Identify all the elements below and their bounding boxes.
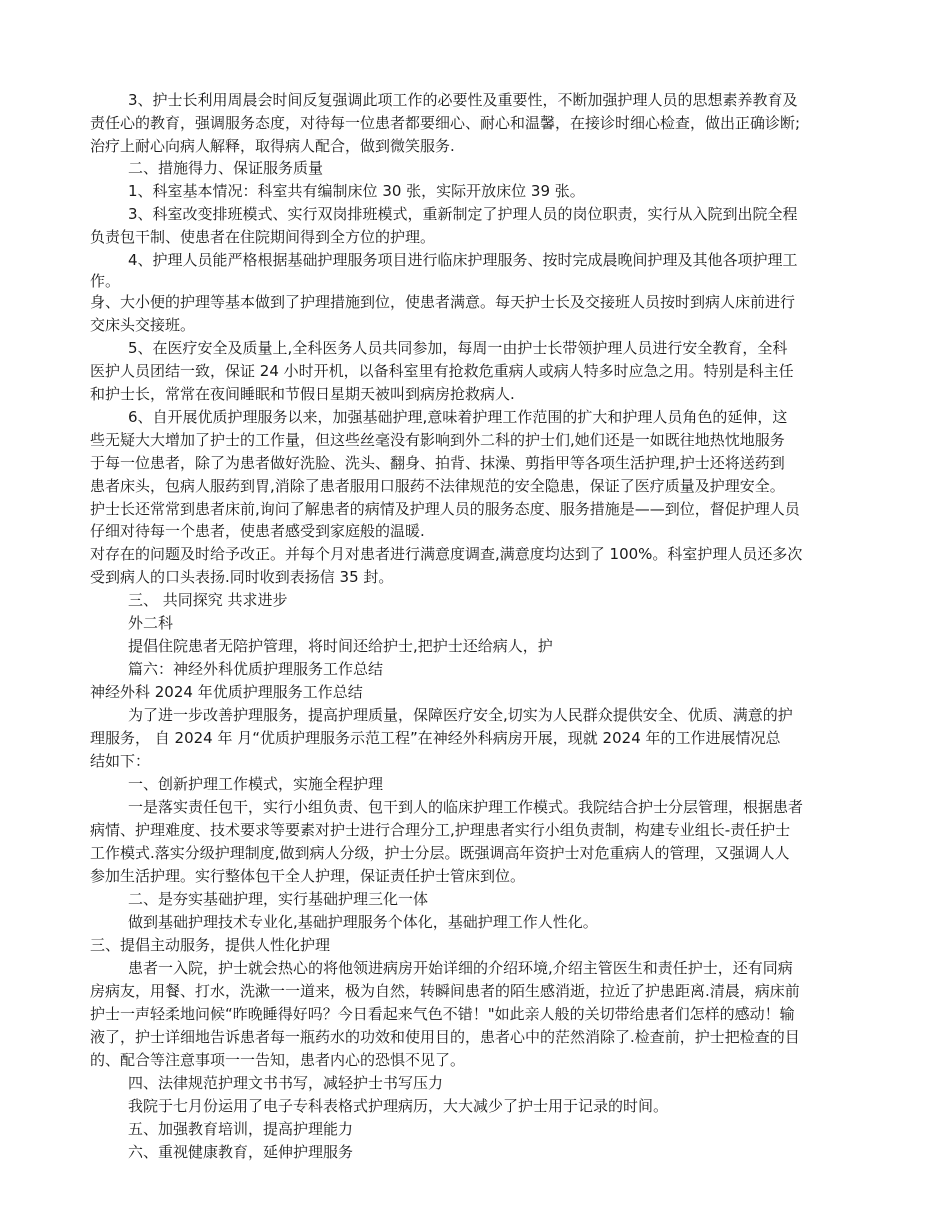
- paragraph-line: 于每一位患者，除了为患者做好洗脸、洗头、翻身、拍背、抹澡、剪指甲等各项生活护理,护士还将送药到: [90, 454, 785, 472]
- paragraph-line: 患者床头，包病人服药到胃,消除了患者服用口服药不法律规范的安全隐患，保证了医疗质量及护理安全。: [90, 477, 785, 495]
- section-heading: 五、加强教育培训，提高护理能力: [128, 1120, 354, 1138]
- section-heading: 三、提倡主动服务，提供人性化护理: [90, 936, 331, 954]
- paragraph-line: 外二科: [128, 614, 174, 632]
- section-heading: 二、是夯实基础护理，实行基础护理三化一体: [128, 890, 429, 908]
- paragraph-line: 受到病人的口头表扬.同时收到表扬信 35 封。: [90, 568, 394, 586]
- paragraph-line: 负责包干制、使患者在住院期间得到全方位的护理。: [90, 228, 436, 246]
- section-heading: 一、创新护理工作模式，实施全程护理: [128, 775, 384, 793]
- paragraph-line: 为了进一步改善护理服务，提高护理质量，保障医疗安全,切实为人民群众提供安全、优质、满意的护: [128, 706, 793, 724]
- paragraph-line: 作。: [90, 272, 121, 290]
- article-heading: 篇六：神经外科优质护理服务工作总结: [128, 660, 384, 678]
- section-heading: 四、法律规范护理文书书写，减轻护士书写压力: [128, 1074, 444, 1092]
- paragraph-line: 5、在医疗安全及质量上,全科医务人员共同参加，每周一由护士长带领护理人员进行安全教育，全科: [128, 339, 788, 357]
- paragraph-line: 护士一声轻柔地问候“昨晚睡得好吗？今日看起来气色不错！"如此亲人般的关切带给患者们怎样的感动！输: [90, 1005, 795, 1023]
- paragraph-line: 1、科室基本情况：科室共有编制床位 30 张，实际开放床位 39 张。: [128, 182, 585, 200]
- paragraph-line: 参加生活护理。实行整体包干全人护理，保证责任护士管床到位。: [90, 867, 526, 885]
- paragraph-line: 做到基础护理技术专业化,基础护理服务个体化，基础护理工作人性化。: [128, 913, 598, 931]
- paragraph-line: 液了，护士详细地告诉患者每一瓶药水的功效和使用目的，患者心中的茫然消除了.检查前，护士把检查的目: [90, 1028, 800, 1046]
- paragraph-line: 工作模式.落实分级护理制度,做到病人分级，护士分层。既强调高年资护士对危重病人的管理，又强调人人: [90, 844, 790, 862]
- paragraph-line: 6、自开展优质护理服务以来，加强基础护理,意味着护理工作范围的扩大和护理人员角色的延伸，这: [128, 408, 788, 426]
- paragraph-line: 3、护士长利用周晨会时间反复强调此项工作的必要性及重要性，不断加强护理人员的思想素养教育及: [128, 91, 798, 109]
- paragraph-line: 提倡住院患者无陪护管理，将时间还给护士,把护士还给病人，护: [128, 637, 553, 655]
- paragraph-line: 我院于七月份运用了电子专科表格式护理病历，大大减少了护士用于记录的时间。: [128, 1097, 669, 1115]
- paragraph-line: 4、护理人员能严格根据基础护理服务项目进行临床护理服务、按时完成晨晚间护理及其他各项护理工: [128, 251, 798, 269]
- paragraph-line: 对存在的问题及时给予改正。并每个月对患者进行满意度调查,满意度均达到了 100%。科室护理人员还多次: [90, 545, 803, 563]
- paragraph-line: 治疗上耐心向病人解释，取得病人配合，做到微笑服务.: [90, 137, 455, 155]
- paragraph-line: 理服务， 自 2024 年 月“优质护理服务示范工程”在神经外科病房开展，现就 2024 年的工作进展情况总: [90, 729, 781, 747]
- paragraph-line: 责任心的教育，强调服务态度，对待每一位患者都要细心、耐心和温馨，在接诊时细心检查，做出正确诊断;: [90, 114, 801, 132]
- section-heading: 二、措施得力、保证服务质量: [128, 159, 324, 177]
- section-heading: 六、重视健康教育，延伸护理服务: [128, 1143, 354, 1161]
- paragraph-line: 和护士长，常常在夜间睡眠和节假日星期天被叫到病房抢救病人.: [90, 385, 515, 403]
- paragraph-line: 3、科室改变排班模式、实行双岗排班模式，重新制定了护理人员的岗位职责，实行从入院到出院全程: [128, 205, 798, 223]
- paragraph-line: 患者一入院，护士就会热心的将他领进病房开始详细的介绍环境,介绍主管医生和责任护士，还有同病: [128, 959, 793, 977]
- section-heading: 三、 共同探究 共求进步: [128, 591, 288, 609]
- paragraph-line: 护士长还常常到患者床前,询问了解患者的病情及护理人员的服务态度、服务措施是——到位，督促护理人员: [90, 500, 800, 518]
- paragraph-line: 结如下：: [90, 752, 151, 770]
- paragraph-line: 些无疑大大增加了护士的工作量，但这些丝毫没有影响到外二科的护士们,她们还是一如既往地热忱地服务: [90, 431, 785, 449]
- paragraph-line: 房病友，用餐、打水，洗漱一一道来，极为自然，转瞬间患者的陌生感消逝，拉近了护患距离.清晨，病床前: [90, 982, 800, 1000]
- paragraph-line: 交床头交接班。: [90, 316, 196, 334]
- paragraph-line: 医护人员团结一致，保证 24 小时开机，以备科室里有抢救危重病人或病人特多时应急之用。特别是科主任: [90, 362, 794, 380]
- paragraph-line: 仔细对待每一个患者，使患者感受到家庭般的温暖.: [90, 522, 425, 540]
- paragraph-line: 身、大小便的护理等基本做到了护理措施到位，使患者满意。每天护士长及交接班人员按时到病人床前进行: [90, 293, 796, 311]
- paragraph-line: 病情、护理难度、技术要求等要素对护士进行合理分工,护理患者实行小组负责制，构建专业组长-责任护士: [90, 821, 791, 839]
- article-title: 神经外科 2024 年优质护理服务工作总结: [90, 683, 363, 701]
- paragraph-line: 一是落实责任包干，实行小组负责、包干到人的临床护理工作模式。我院结合护士分层管理，根据患者: [128, 798, 804, 816]
- paragraph-line: 的、配合等注意事项一一告知，患者内心的恐惧不见了。: [90, 1051, 466, 1069]
